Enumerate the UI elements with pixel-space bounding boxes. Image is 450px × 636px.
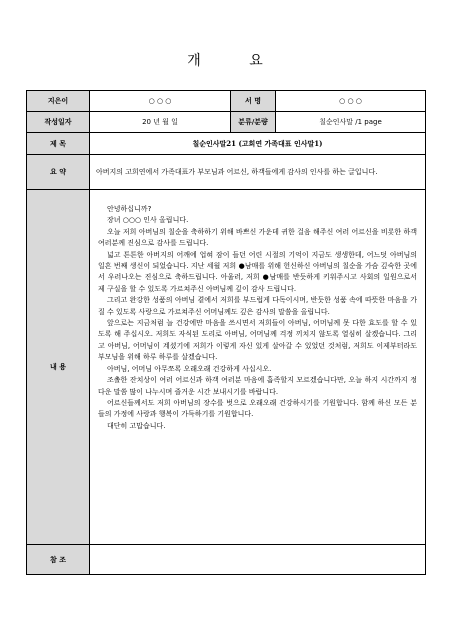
content-label: 내 용 (27, 190, 90, 545)
content-paragraph: 대단히 고맙습니다. (107, 421, 166, 430)
author-row (27, 91, 426, 112)
date-label: 작성일자 (27, 112, 90, 133)
author-label: 지은이 (27, 91, 90, 112)
summary-label: 요 약 (27, 155, 90, 190)
content-paragraph: 아버님, 어머님 아무쪼록 오래오래 건강하게 사십시오. (107, 364, 272, 373)
subject-label: 제 목 (27, 133, 90, 155)
subject-row (27, 133, 426, 155)
content-paragraph: 안녕하십니까? (107, 205, 152, 213)
reference-row (27, 545, 426, 575)
summary-row (27, 155, 426, 190)
summary-form-table (26, 90, 426, 575)
document-title: 개 요 (187, 53, 285, 69)
category-label: 분류/분량 (231, 112, 276, 133)
reference-label: 참 조 (27, 545, 90, 575)
summary-value: 아버지의 고희연에서 가족대표가 부모님과 어르신, 하객들에게 감사의 인사를 하는 글입니다. (90, 155, 426, 190)
content-paragraph: 어르신들께서도 저희 아버님의 장수를 벗으로 오래오래 건강하시기를 기원합니다. 함께 하신 모든 분들의 가정에 사랑과 행복이 가득하기를 기원합니다. (98, 398, 417, 419)
content-paragraph: 오늘 저희 아버님의 칠순을 축하하기 위해 바쁘신 가운데 귀한 걸음 해주신 여러 어르신을 비롯한 하객 여러분께 진심으로 감사를 드립니다. (98, 227, 417, 248)
content-paragraph: 앞으로는 지금처럼 늘 건강에만 마음을 쓰시면서 저희들이 아버님, 어머님께 못 다한 효도를 할 수 있도록 해 주십시오. 저희도 자식된 도리로 아버님, 어머님께 걱정 끼치지 않도록 열심히 살겠습니다. 그리고 아버님, 어머님이 계셨기에 저희가 이렇게 자신 있게 살아갈 수 있었던 것처럼, 저희도 이제부터라도 부모님을 위해 하루 하루를 살겠습니다. (98, 319, 417, 362)
subject-value: 칠순인사말21 (고희연 가족대표 인사말1) (90, 133, 426, 155)
reference-value (90, 545, 426, 575)
name-value: ○ ○ ○ (276, 91, 426, 112)
date-value: 20 년 월 일 (90, 112, 231, 133)
content-paragraph: 장녀 ○○○ 인사 올립니다. (107, 216, 189, 225)
content-paragraph: 넓고 튼튼한 아버지의 어깨에 업혀 잠이 들던 어린 시절의 기억이 지금도 생생한데, 어느덧 아버님의 일흔 번째 생신이 되었습니다. 지난 세월 저희 ●남매를 위해 헌신하신 아버님의 칠순을 가슴 깊숙한 곳에서 우러나오는 진심으로 축하드립니다. 아울러, 저희 ●남매를 반듯하게 키워주시고 사회의 일원으로서 제 구실을 할 수 있도록 가르쳐주신 아버님께 깊이 감사 드립니다. (98, 250, 417, 293)
content-row (27, 190, 426, 545)
content-paragraph: 그리고 완강한 성품의 아버님 곁에서 저희를 부드럽게 다독이시며, 반듯한 성품 속에 따뜻한 마음을 가질 수 있도록 사랑으로 가르쳐주신 어머님께도 깊은 감사의 말씀을 올립니다. (98, 296, 417, 316)
name-label: 서 명 (231, 91, 276, 112)
content-body (90, 190, 426, 545)
author-value: ○ ○ ○ (90, 91, 231, 112)
content-paragraph: 조촐한 잔치상이 여러 어르신과 하객 여러분 마음에 흡족할지 모르겠습니다만, 오늘 하지 시간까지 정다운 말씀 많이 나누시며 즐거운 시간 보내시기를 바랍니다. (98, 376, 417, 396)
category-value: 칠순인사말 /1 page (276, 112, 426, 133)
date-row (27, 112, 426, 133)
